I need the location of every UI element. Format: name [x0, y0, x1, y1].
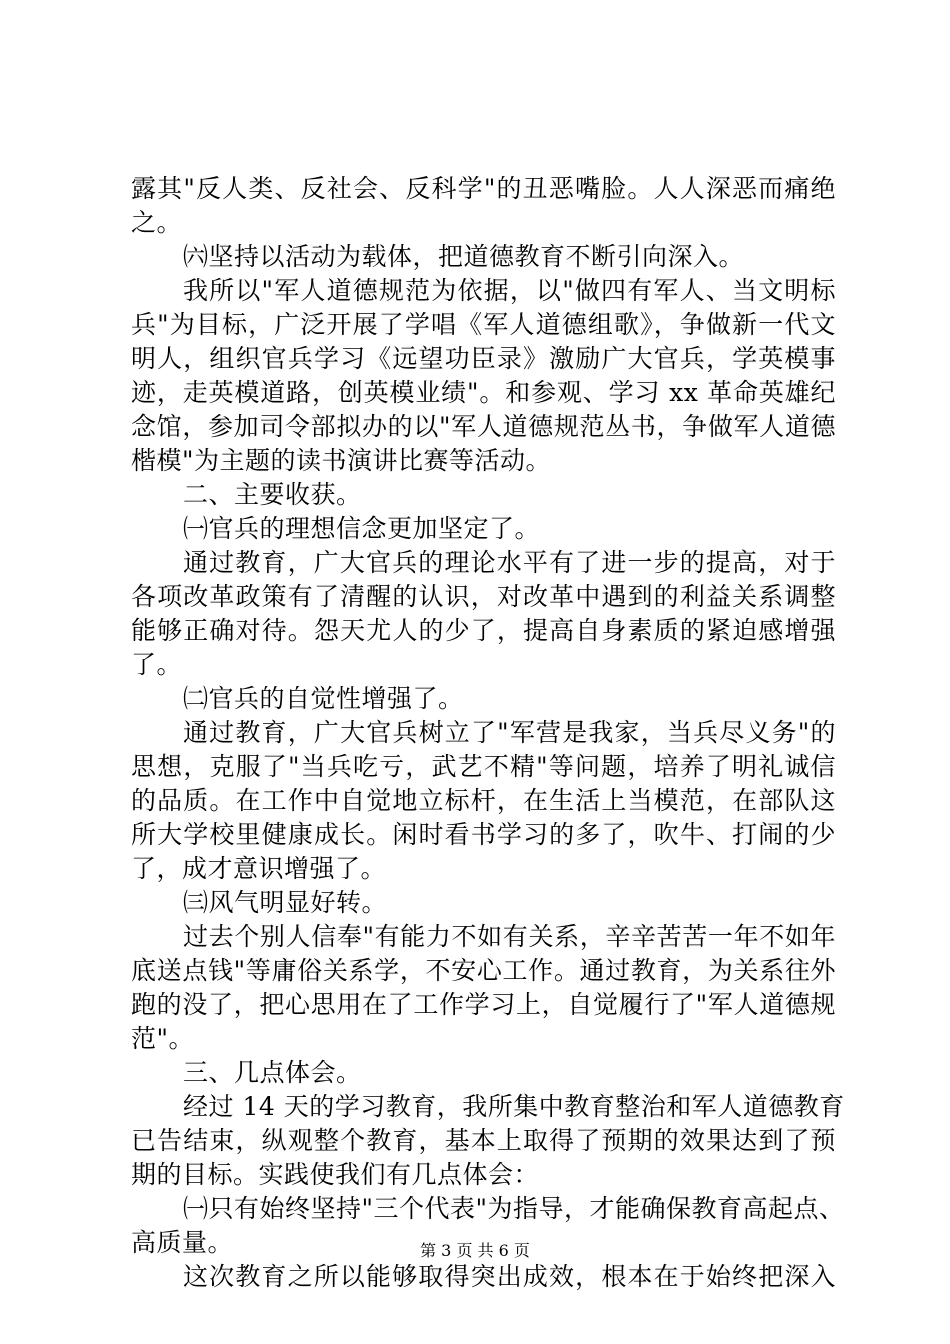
text-line: 之。 — [131, 208, 183, 237]
text-line: 通过教育，广大官兵树立了"军营是我家，当兵尽义务"的 — [183, 718, 836, 747]
text-line: 能够正确对待。怨天尤人的少了，提高自身素质的紧迫感增强 — [131, 616, 836, 645]
section-heading: 三、几点体会。 — [183, 1058, 362, 1087]
document-body — [131, 172, 845, 1294]
text-line: 已告结束，纵观整个教育，基本上取得了预期的效果达到了预 — [131, 1126, 836, 1155]
text-line: 兵"为目标，广泛开展了学唱《军人道德组歌》，争做新一代文 — [131, 310, 836, 339]
text-line: 楷模"为主题的读书演讲比赛等活动。 — [131, 446, 552, 475]
text-line: 了，成才意识增强了。 — [131, 854, 387, 883]
text-line: 思想，克服了"当兵吃亏，武艺不精"等问题，培养了明礼诚信 — [131, 752, 836, 781]
text-line: 通过教育，广大官兵的理论水平有了进一步的提高，对于 — [183, 548, 836, 577]
text-line: 经过 14 天的学习教育，我所集中教育整治和军人道德教育 — [183, 1092, 845, 1121]
text-line: 这次教育之所以能够取得突出成效，根本在于始终把深入 — [183, 1262, 836, 1291]
subsection-heading: ㈠只有始终坚持"三个代表"为指导，才能确保教育高起点、 — [183, 1194, 845, 1223]
text-line: 底送点钱"等庸俗关系学，不安心工作。通过教育，为关系往外 — [131, 956, 836, 985]
page-number-footer: 第 3 页 共 6 页 — [420, 1241, 530, 1260]
section-heading: 二、主要收获。 — [183, 480, 362, 509]
text-line: 了。 — [131, 650, 183, 679]
text-line: 念馆，参加司令部拟办的以"军人道德规范丛书，争做军人道德 — [131, 412, 836, 441]
text-line: ㈥坚持以活动为载体，把道德教育不断引向深入。 — [183, 242, 745, 271]
text-line: 的品质。在工作中自觉地立标杆，在生活上当模范，在部队这 — [131, 786, 836, 815]
text-line: 高质量。 — [131, 1228, 234, 1257]
text-line: 我所以"军人道德规范为依据，以"做四有军人、当文明标 — [183, 276, 836, 305]
text-line: 迹，走英模道路，创英模业绩"。和参观、学习 xx 革命英雄纪 — [131, 378, 836, 407]
text-line: 期的目标。实践使我们有几点体会： — [131, 1160, 540, 1189]
text-line: 各项改革政策有了清醒的认识，对改革中遇到的利益关系调整 — [131, 582, 836, 611]
subsection-heading: ㈡官兵的自觉性增强了。 — [183, 684, 464, 713]
text-line: 露其"反人类、反社会、反科学"的丑恶嘴脸。人人深恶而痛绝 — [131, 174, 836, 203]
text-line: 明人，组织官兵学习《远望功臣录》激励广大官兵，学英模事 — [131, 344, 836, 373]
text-line: 范"。 — [131, 1024, 194, 1053]
subsection-heading: ㈢风气明显好转。 — [183, 888, 388, 917]
text-line: 跑的没了，把心思用在了工作学习上，自觉履行了"军人道德规 — [131, 990, 836, 1019]
subsection-heading: ㈠官兵的理想信念更加坚定了。 — [183, 514, 541, 543]
text-line: 过去个别人信奉"有能力不如有关系，辛辛苦苦一年不如年 — [183, 922, 836, 951]
text-line: 所大学校里健康成长。闲时看书学习的多了，吹牛、打闹的少 — [131, 820, 836, 849]
